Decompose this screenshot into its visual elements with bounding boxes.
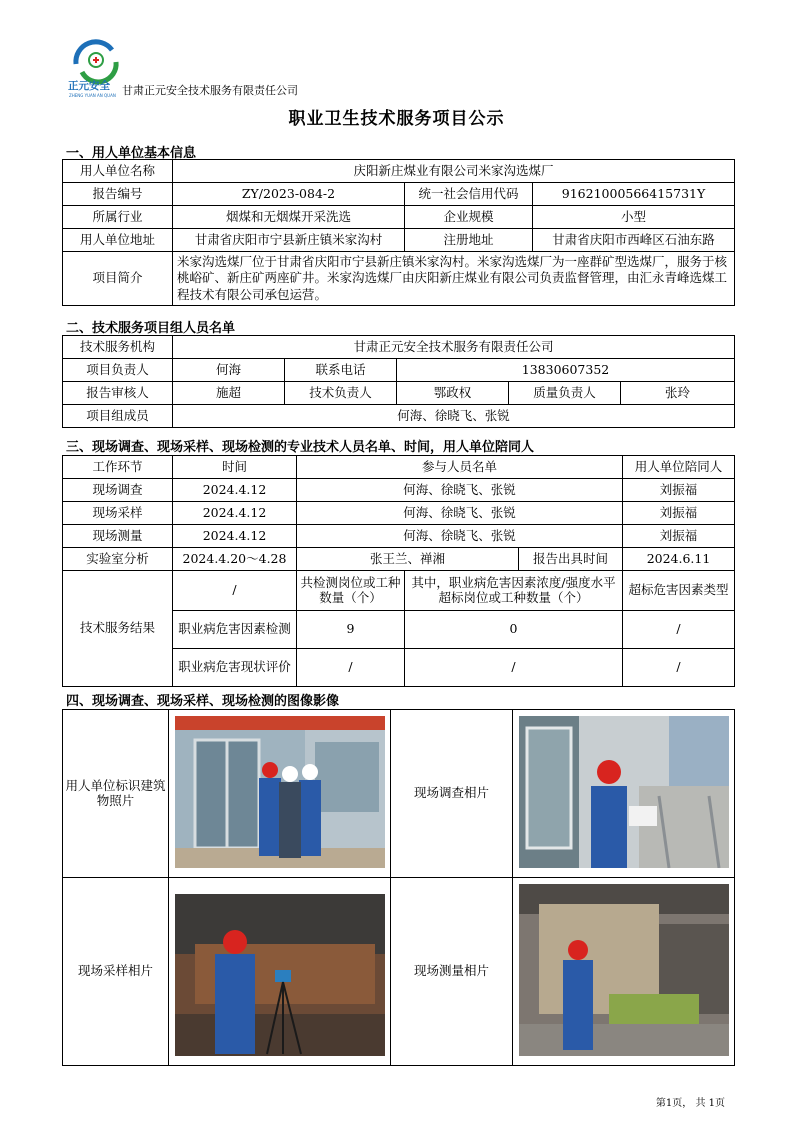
company-logo-icon <box>68 36 124 98</box>
report-date-label: 报告出具时间 <box>519 548 623 571</box>
eval-total: / <box>297 649 405 687</box>
survey-photo-label: 现场调查相片 <box>391 710 513 878</box>
photo-table <box>62 709 735 1066</box>
reviewer-value: 施超 <box>173 382 285 405</box>
section1-heading: 一、用人单位基本信息 <box>66 146 197 161</box>
quality-value: 张玲 <box>621 382 735 405</box>
reg-address-label: 注册地址 <box>405 229 533 252</box>
credit-code-value: 91621000566415731Y <box>533 183 735 206</box>
fieldwork-table <box>62 455 735 687</box>
result-label: 技术服务结果 <box>63 571 173 687</box>
credit-code-label: 统一社会信用代码 <box>405 183 533 206</box>
table-row <box>63 502 735 525</box>
sampling-photo-label: 现场采样相片 <box>63 878 169 1066</box>
lab-label: 实验室分析 <box>63 548 173 571</box>
employer-info-table <box>62 159 735 306</box>
survey-photo-cell <box>513 710 735 878</box>
report-no-label: 报告编号 <box>63 183 173 206</box>
section2-heading: 二、技术服务项目组人员名单 <box>66 321 236 336</box>
people-cell: 何海、徐晓飞、张锐 <box>297 525 623 548</box>
measure-photo <box>519 884 729 1056</box>
time-cell: 2024.4.12 <box>173 525 297 548</box>
result-head-type: 超标危害因素类型 <box>623 571 735 611</box>
people-cell: 何海、徐晓飞、张锐 <box>297 502 623 525</box>
people-cell: 何海、徐晓飞、张锐 <box>297 479 623 502</box>
building-photo-cell <box>169 710 391 878</box>
employer-name-label: 用人单位名称 <box>63 160 173 183</box>
section4-heading: 四、现场调查、现场采样、现场检测的图像影像 <box>66 694 340 709</box>
sampling-photo-cell <box>169 878 391 1066</box>
time-cell: 2024.4.12 <box>173 502 297 525</box>
table-row <box>63 525 735 548</box>
address-value: 甘肃省庆阳市宁县新庄镇米家沟村 <box>173 229 405 252</box>
result-head-exceed: 其中，职业病危害因素浓度/强度水平超标岗位或工种数量（个） <box>405 571 623 611</box>
lab-time: 2024.4.20～4.28 <box>173 548 297 571</box>
leader-value: 何海 <box>173 359 285 382</box>
page-number: 第1页， 共 1页 <box>655 1098 725 1109</box>
eval-label: 职业病危害现状评价 <box>173 649 297 687</box>
result-head-slash: / <box>173 571 297 611</box>
page-title: 职业卫生技术服务项目公示 <box>288 109 505 129</box>
org-label: 技术服务机构 <box>63 336 173 359</box>
leader-label: 项目负责人 <box>63 359 173 382</box>
building-photo-label: 用人单位标识建筑物照片 <box>63 710 169 878</box>
escort-cell: 刘振福 <box>623 502 735 525</box>
header <box>68 36 368 106</box>
company-name: 甘肃正元安全技术服务有限责任公司 <box>122 84 298 97</box>
escort-cell: 刘振福 <box>623 479 735 502</box>
col-escort: 用人单位陪同人 <box>623 456 735 479</box>
measure-photo-label: 现场测量相片 <box>391 878 513 1066</box>
stage-cell: 现场调查 <box>63 479 173 502</box>
result-head-total: 共检测岗位或工种数量（个） <box>297 571 405 611</box>
tech-label: 技术负责人 <box>285 382 397 405</box>
stage-cell: 现场测量 <box>63 525 173 548</box>
report-no-value: ZY/2023-084-2 <box>173 183 405 206</box>
reg-address-value: 甘肃省庆阳市西峰区石油东路 <box>533 229 735 252</box>
lab-people: 张王兰、禅湘 <box>297 548 519 571</box>
building-photo <box>175 716 385 868</box>
phone-label: 联系电话 <box>285 359 397 382</box>
reviewer-label: 报告审核人 <box>63 382 173 405</box>
quality-label: 质量负责人 <box>509 382 621 405</box>
measure-photo-cell <box>513 878 735 1066</box>
section3-heading: 三、现场调查、现场采样、现场检测的专业技术人员名单、时间，用人单位陪同人 <box>66 440 535 455</box>
detect-exceed: 0 <box>405 611 623 649</box>
phone-value: 13830607352 <box>397 359 735 382</box>
escort-cell: 刘振福 <box>623 525 735 548</box>
eval-type: / <box>623 649 735 687</box>
intro-label: 项目简介 <box>63 252 173 306</box>
scale-value: 小型 <box>533 206 735 229</box>
detect-label: 职业病危害因素检测 <box>173 611 297 649</box>
eval-exceed: / <box>405 649 623 687</box>
report-date-value: 2024.6.11 <box>623 548 735 571</box>
team-table <box>62 335 735 428</box>
detect-total: 9 <box>297 611 405 649</box>
logo-subtext: ZHENG YUAN AN QUAN <box>69 93 116 98</box>
logo-text: 正元安全 <box>68 80 110 92</box>
survey-photo <box>519 716 729 868</box>
intro-value: 米家沟选煤厂位于甘肃省庆阳市宁县新庄镇米家沟村。米家沟选煤厂为一座群矿型选煤厂，服务于核桃峪矿、新庄矿两座矿井。米家沟选煤厂由庆阳新庄煤业有限公司负责监督管理，由汇永青峰选煤工程技术有限公司承包运营。 <box>173 252 735 306</box>
industry-value: 烟煤和无烟煤开采洗选 <box>173 206 405 229</box>
tech-value: 鄂政权 <box>397 382 509 405</box>
address-label: 用人单位地址 <box>63 229 173 252</box>
employer-name-value: 庆阳新庄煤业有限公司米家沟选煤厂 <box>173 160 735 183</box>
sampling-photo <box>175 884 385 1056</box>
industry-label: 所属行业 <box>63 206 173 229</box>
scale-label: 企业规模 <box>405 206 533 229</box>
col-time: 时间 <box>173 456 297 479</box>
col-stage: 工作环节 <box>63 456 173 479</box>
col-people: 参与人员名单 <box>297 456 623 479</box>
table-row <box>63 479 735 502</box>
members-value: 何海、徐晓飞、张锐 <box>173 405 735 428</box>
stage-cell: 现场采样 <box>63 502 173 525</box>
members-label: 项目组成员 <box>63 405 173 428</box>
time-cell: 2024.4.12 <box>173 479 297 502</box>
detect-type: / <box>623 611 735 649</box>
org-value: 甘肃正元安全技术服务有限责任公司 <box>173 336 735 359</box>
